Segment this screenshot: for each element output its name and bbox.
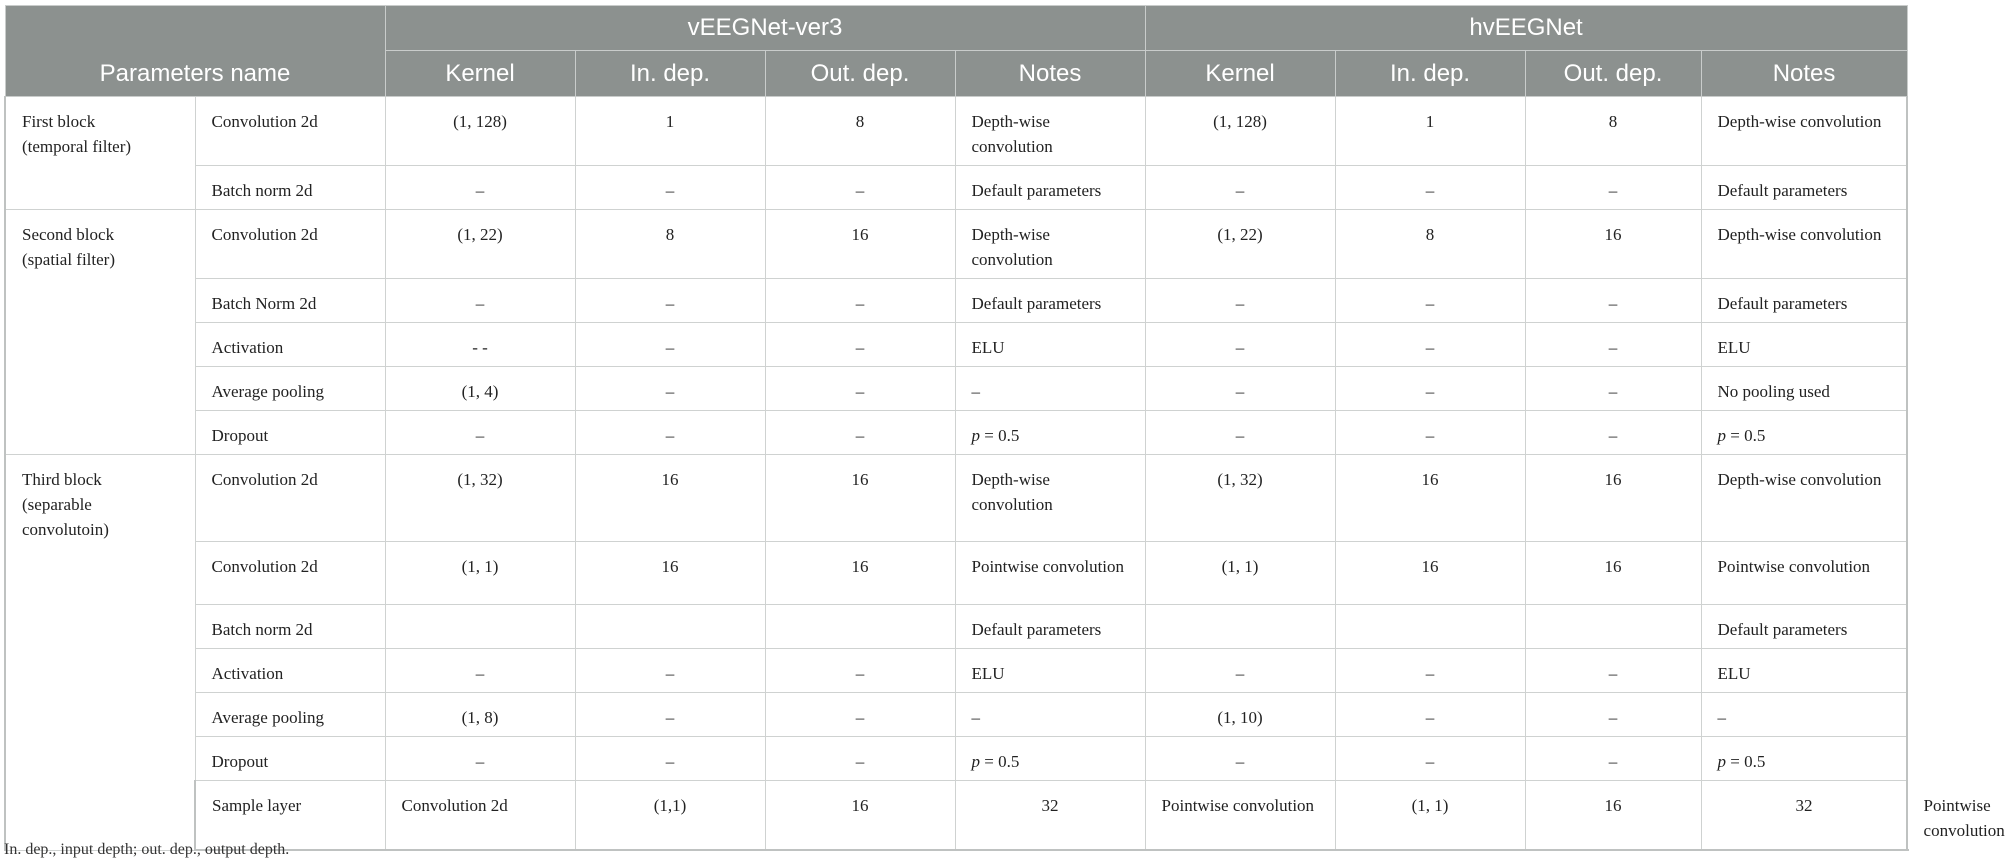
in-depth-cell: – <box>575 649 765 693</box>
in-depth-cell: 1 <box>575 97 765 166</box>
layer-cell: Dropout <box>195 737 385 781</box>
block-cell-third <box>5 455 195 851</box>
kernel-cell: (1, 22) <box>385 210 575 279</box>
kernel-cell: – <box>1145 737 1335 781</box>
block-cell-sample <box>195 781 385 851</box>
notes-cell: p = 0.5 <box>1701 737 1907 781</box>
parameters-table <box>4 5 2005 851</box>
in-depth-cell: 16 <box>1335 542 1525 605</box>
out-depth-cell: – <box>1525 693 1701 737</box>
kernel-cell: – <box>385 279 575 323</box>
in-depth-cell: 16 <box>575 455 765 542</box>
in-depth-cell: 16 <box>1525 781 1701 851</box>
kernel-cell: (1, 8) <box>385 693 575 737</box>
in-depth-header: In. dep. <box>575 51 765 97</box>
kernel-cell: – <box>1145 649 1335 693</box>
out-depth-cell: 8 <box>765 97 955 166</box>
block-subtitle: convolutoin) <box>22 520 109 539</box>
out-depth-cell: 8 <box>1525 97 1701 166</box>
out-depth-cell: – <box>1525 323 1701 367</box>
layer-cell: Activation <box>195 323 385 367</box>
hvEEGNet-header: hvEEGNet <box>1145 6 1907 51</box>
out-depth-cell: 16 <box>765 542 955 605</box>
block-subtitle: (temporal filter) <box>22 137 132 156</box>
out-depth-cell: – <box>765 737 955 781</box>
in-depth-cell: 1 <box>1335 97 1525 166</box>
kernel-cell: (1, 4) <box>385 367 575 411</box>
notes-cell: p = 0.5 <box>955 411 1145 455</box>
kernel-cell: (1, 10) <box>1145 693 1335 737</box>
kernel-cell: – <box>385 166 575 210</box>
notes-cell: Default parameters <box>1701 166 1907 210</box>
table-row <box>5 455 1907 542</box>
kernel-cell: (1, 32) <box>385 455 575 542</box>
notes-header: Notes <box>955 51 1145 97</box>
kernel-cell: (1,1) <box>575 781 765 851</box>
kernel-cell <box>1145 605 1335 649</box>
table-row <box>5 605 1907 649</box>
table-row <box>5 737 1907 781</box>
notes-cell: Depth-wise convolution <box>955 210 1145 279</box>
layer-cell: Average pooling <box>195 693 385 737</box>
layer-cell: Convolution 2d <box>195 210 385 279</box>
notes-cell: Default parameters <box>1701 605 1907 649</box>
in-depth-cell: 8 <box>575 210 765 279</box>
out-depth-cell: – <box>765 693 955 737</box>
out-depth-header: Out. dep. <box>765 51 955 97</box>
vEEGNet-ver3-header: vEEGNet-ver3 <box>385 6 1145 51</box>
in-depth-cell <box>575 605 765 649</box>
out-depth-cell: – <box>1525 411 1701 455</box>
notes-cell: Pointwise convolution <box>1145 781 1335 851</box>
table-row <box>5 210 1907 279</box>
parameters-table-container <box>4 5 2005 851</box>
notes-cell: Pointwise convolution <box>1701 542 1907 605</box>
in-depth-cell: – <box>1335 649 1525 693</box>
kernel-cell: – <box>1145 323 1335 367</box>
notes-cell: – <box>955 367 1145 411</box>
notes-cell: Default parameters <box>1701 279 1907 323</box>
in-depth-cell: – <box>1335 323 1525 367</box>
kernel-cell: (1, 128) <box>1145 97 1335 166</box>
block-name: Third block <box>22 470 102 489</box>
table-row <box>5 166 1907 210</box>
layer-cell: Convolution 2d <box>385 781 575 851</box>
block-name: Second block <box>22 225 115 244</box>
in-depth-cell: – <box>575 367 765 411</box>
out-depth-cell: 16 <box>765 455 955 542</box>
in-depth-cell: – <box>575 411 765 455</box>
out-depth-cell: – <box>765 323 955 367</box>
notes-cell: Default parameters <box>955 166 1145 210</box>
kernel-cell: (1, 32) <box>1145 455 1335 542</box>
out-depth-cell: 16 <box>1525 542 1701 605</box>
out-depth-cell: – <box>765 367 955 411</box>
notes-cell: Pointwise convolution <box>955 542 1145 605</box>
in-depth-cell: – <box>1335 411 1525 455</box>
layer-cell: Convolution 2d <box>195 455 385 542</box>
out-depth-cell: – <box>765 411 955 455</box>
block-cell-first <box>5 97 195 210</box>
out-depth-cell: – <box>765 166 955 210</box>
in-depth-cell: – <box>1335 166 1525 210</box>
notes-cell: Depth-wise convolution <box>1701 210 1907 279</box>
kernel-header: Kernel <box>385 51 575 97</box>
notes-cell: Default parameters <box>955 279 1145 323</box>
layer-cell: Average pooling <box>195 367 385 411</box>
notes-cell: Depth-wise convolution <box>955 455 1145 542</box>
in-depth-cell: – <box>1335 367 1525 411</box>
out-depth-cell: – <box>765 279 955 323</box>
layer-cell: Activation <box>195 649 385 693</box>
kernel-cell: – <box>385 411 575 455</box>
in-depth-cell: – <box>575 693 765 737</box>
table-header <box>5 6 1907 97</box>
notes-header: Notes <box>1701 51 1907 97</box>
out-depth-cell: 32 <box>955 781 1145 851</box>
table-row <box>5 367 1907 411</box>
in-depth-cell: – <box>1335 279 1525 323</box>
in-depth-header: In. dep. <box>1335 51 1525 97</box>
block-cell-second <box>5 210 195 455</box>
layer-cell: Batch norm 2d <box>195 166 385 210</box>
notes-cell: ELU <box>955 323 1145 367</box>
notes-cell: ELU <box>1701 649 1907 693</box>
out-depth-cell: – <box>1525 166 1701 210</box>
layer-cell: Batch norm 2d <box>195 605 385 649</box>
kernel-cell: (1, 1) <box>1145 542 1335 605</box>
in-depth-cell: – <box>575 279 765 323</box>
layer-cell: Convolution 2d <box>195 542 385 605</box>
kernel-cell: – <box>385 649 575 693</box>
block-name: First block <box>22 112 96 131</box>
notes-cell: ELU <box>1701 323 1907 367</box>
notes-cell: – <box>955 693 1145 737</box>
table-row <box>5 97 1907 166</box>
out-depth-cell: – <box>765 649 955 693</box>
out-depth-header: Out. dep. <box>1525 51 1701 97</box>
kernel-cell: - - <box>385 323 575 367</box>
block-subtitle: (spatial filter) <box>22 250 115 269</box>
in-depth-cell: – <box>575 323 765 367</box>
notes-cell: p = 0.5 <box>1701 411 1907 455</box>
block-name: Sample layer <box>212 796 302 815</box>
notes-cell: No pooling used <box>1701 367 1907 411</box>
table-row <box>5 542 1907 605</box>
table-row <box>5 411 1907 455</box>
table-row <box>5 323 1907 367</box>
kernel-cell: – <box>1145 279 1335 323</box>
kernel-cell: (1, 1) <box>1335 781 1525 851</box>
kernel-cell: (1, 1) <box>385 542 575 605</box>
in-depth-cell: 8 <box>1335 210 1525 279</box>
notes-cell: Depth-wise convolution <box>1701 97 1907 166</box>
table-row: Sample layer Convolution 2d (1,1) 16 32 Pointwise convolution (1, 1) 16 32 Pointwise convolution <box>5 781 1907 851</box>
in-depth-cell: 16 <box>1335 455 1525 542</box>
in-depth-cell: – <box>575 166 765 210</box>
kernel-cell <box>385 605 575 649</box>
in-depth-cell: 16 <box>575 542 765 605</box>
out-depth-cell: – <box>1525 367 1701 411</box>
notes-cell: ELU <box>955 649 1145 693</box>
notes-cell: Depth-wise convolution <box>955 97 1145 166</box>
notes-cell: – <box>1701 693 1907 737</box>
in-depth-cell: – <box>1335 737 1525 781</box>
table-row <box>5 279 1907 323</box>
out-depth-cell: 16 <box>1525 455 1701 542</box>
table-row <box>5 693 1907 737</box>
layer-cell: Batch Norm 2d <box>195 279 385 323</box>
table-footnote: In. dep., input depth; out. dep., output depth. <box>4 841 290 858</box>
in-depth-cell: – <box>575 737 765 781</box>
kernel-cell: – <box>1145 166 1335 210</box>
notes-cell: Default parameters <box>955 605 1145 649</box>
out-depth-cell <box>765 605 955 649</box>
kernel-cell: (1, 22) <box>1145 210 1335 279</box>
kernel-cell: – <box>1145 367 1335 411</box>
in-depth-cell <box>1335 605 1525 649</box>
in-depth-cell: 16 <box>765 781 955 851</box>
table-row <box>5 649 1907 693</box>
in-depth-cell: – <box>1335 693 1525 737</box>
kernel-cell: – <box>1145 411 1335 455</box>
out-depth-cell: – <box>1525 737 1701 781</box>
out-depth-cell: – <box>1525 649 1701 693</box>
kernel-header: Kernel <box>1145 51 1335 97</box>
out-depth-cell: 16 <box>1525 210 1701 279</box>
out-depth-cell: 32 <box>1701 781 1907 851</box>
kernel-cell: – <box>385 737 575 781</box>
notes-cell: Depth-wise convolution <box>1701 455 1907 542</box>
notes-cell: p = 0.5 <box>955 737 1145 781</box>
out-depth-cell: 16 <box>765 210 955 279</box>
table-body <box>5 97 2005 851</box>
layer-cell: Dropout <box>195 411 385 455</box>
layer-cell: Convolution 2d <box>195 97 385 166</box>
params-name-header: Parameters name <box>5 6 385 97</box>
out-depth-cell <box>1525 605 1701 649</box>
block-subtitle: (separable <box>22 495 92 514</box>
out-depth-cell: – <box>1525 279 1701 323</box>
kernel-cell: (1, 128) <box>385 97 575 166</box>
